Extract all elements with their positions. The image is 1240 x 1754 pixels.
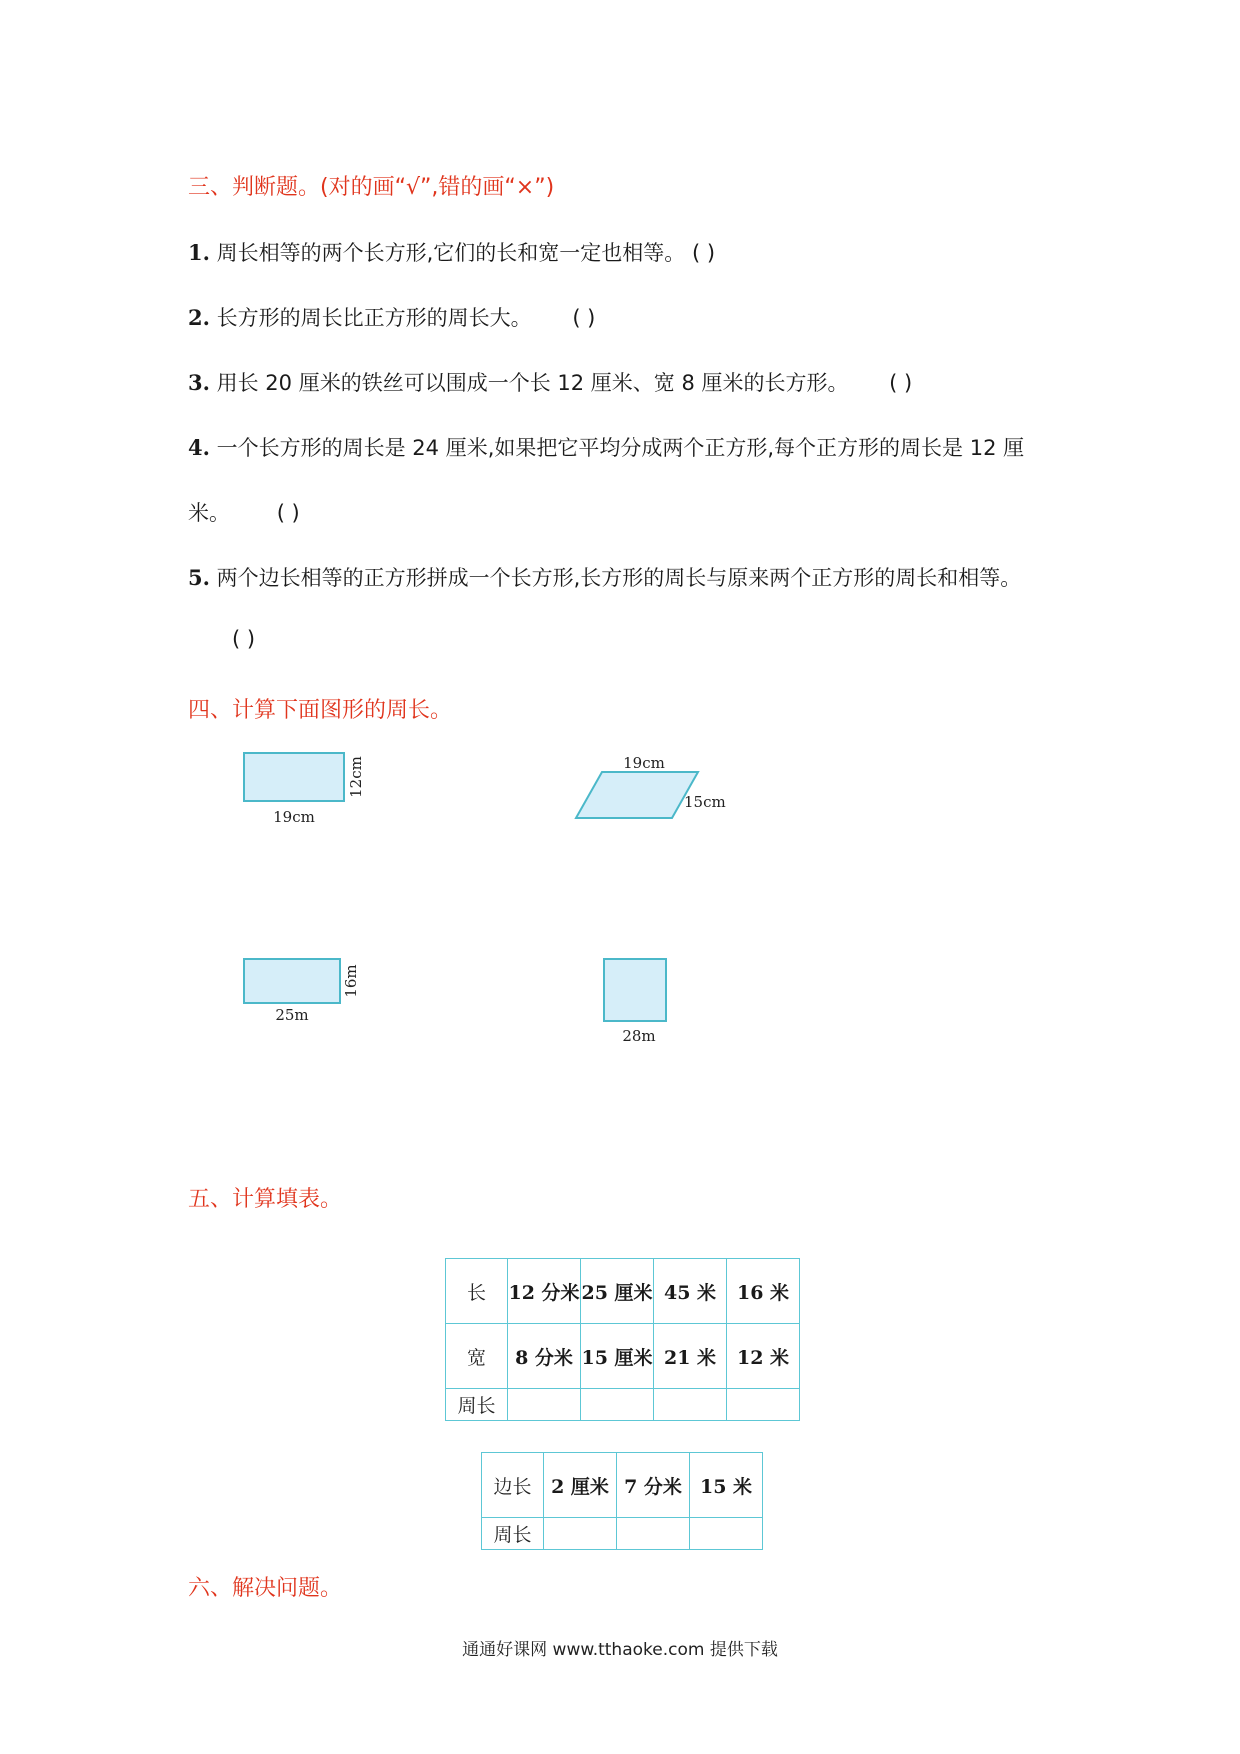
question-number: 3. bbox=[188, 370, 210, 395]
answer-blank[interactable]: ( ) bbox=[276, 501, 300, 525]
figure-rectangle-1 bbox=[244, 753, 365, 826]
figure-4-bottom-label: 28m bbox=[622, 1027, 656, 1045]
table-cell: 45 米 bbox=[654, 1259, 727, 1324]
question-text: 用长 20 厘米的铁丝可以围成一个长 12 厘米、宽 8 厘米的长方形。 bbox=[216, 371, 849, 395]
answer-blank[interactable]: ( ) bbox=[889, 371, 913, 395]
table-cell: 12 米 bbox=[727, 1324, 800, 1389]
row-label-perimeter: 周长 bbox=[482, 1518, 544, 1550]
section-4-title: 四、计算下面图形的周长。 bbox=[188, 698, 453, 723]
question-number: 1. bbox=[188, 240, 210, 265]
table-cell: 15 米 bbox=[690, 1453, 763, 1518]
table-cell: 16 米 bbox=[727, 1259, 800, 1324]
figure-rectangle-2 bbox=[244, 959, 360, 1024]
table-cell: 21 米 bbox=[654, 1324, 727, 1389]
table-cell: 8 分米 bbox=[508, 1324, 581, 1389]
table-cell: 2 厘米 bbox=[544, 1453, 617, 1518]
section-6-title: 六、解决问题。 bbox=[188, 1576, 343, 1601]
figure-square bbox=[604, 959, 666, 1045]
figure-1-side-label: 12cm bbox=[347, 756, 365, 798]
table-cell: 7 分米 bbox=[617, 1453, 690, 1518]
row-label-side: 边长 bbox=[482, 1453, 544, 1518]
answer-blank[interactable]: ( ) bbox=[232, 627, 256, 651]
figure-2-top-label: 19cm bbox=[623, 754, 665, 772]
section-3-title: 三、判断题。(对的画“√”,错的画“×”) bbox=[188, 175, 555, 200]
figure-1-bottom-label: 19cm bbox=[273, 808, 315, 826]
question-text: 周长相等的两个长方形,它们的长和宽一定也相等。 bbox=[216, 241, 686, 265]
question-number: 2. bbox=[188, 305, 210, 330]
row-label-width: 宽 bbox=[446, 1324, 508, 1389]
question-text: 一个长方形的周长是 24 厘米,如果把它平均分成两个正方形,每个正方形的周长是 12 厘 bbox=[216, 436, 1025, 460]
row-label-length: 长 bbox=[446, 1259, 508, 1324]
answer-cell[interactable] bbox=[654, 1389, 727, 1421]
perimeter-table-rectangles bbox=[445, 1258, 800, 1421]
perimeter-table-squares bbox=[481, 1452, 763, 1550]
question-text: 两个边长相等的正方形拼成一个长方形,长方形的周长与原来两个正方形的周长和相等。 bbox=[216, 566, 1022, 590]
question-number: 4. bbox=[188, 435, 210, 460]
figure-3-side-label: 16m bbox=[342, 964, 360, 998]
table-cell: 12 分米 bbox=[508, 1259, 581, 1324]
question-text: 长方形的周长比正方形的周长大。 bbox=[216, 306, 532, 330]
row-label-perimeter: 周长 bbox=[446, 1389, 508, 1421]
page-footer: 通通好课网 www.tthaoke.com 提供下载 bbox=[462, 1640, 778, 1660]
table-cell: 25 厘米 bbox=[581, 1259, 654, 1324]
answer-cell[interactable] bbox=[690, 1518, 763, 1550]
figure-parallelogram bbox=[576, 754, 726, 818]
answer-cell[interactable] bbox=[727, 1389, 800, 1421]
question-text: 米。 bbox=[188, 501, 230, 525]
answer-cell[interactable] bbox=[581, 1389, 654, 1421]
answer-cell[interactable] bbox=[617, 1518, 690, 1550]
answer-cell[interactable] bbox=[544, 1518, 617, 1550]
figure-2-side-label: 15cm bbox=[684, 793, 726, 811]
answer-blank[interactable]: ( ) bbox=[572, 306, 596, 330]
table-cell: 15 厘米 bbox=[581, 1324, 654, 1389]
answer-cell[interactable] bbox=[508, 1389, 581, 1421]
figure-3-bottom-label: 25m bbox=[275, 1006, 309, 1024]
question-number: 5. bbox=[188, 565, 210, 590]
section-5-title: 五、计算填表。 bbox=[188, 1187, 343, 1212]
answer-blank[interactable]: ( ) bbox=[692, 241, 716, 265]
